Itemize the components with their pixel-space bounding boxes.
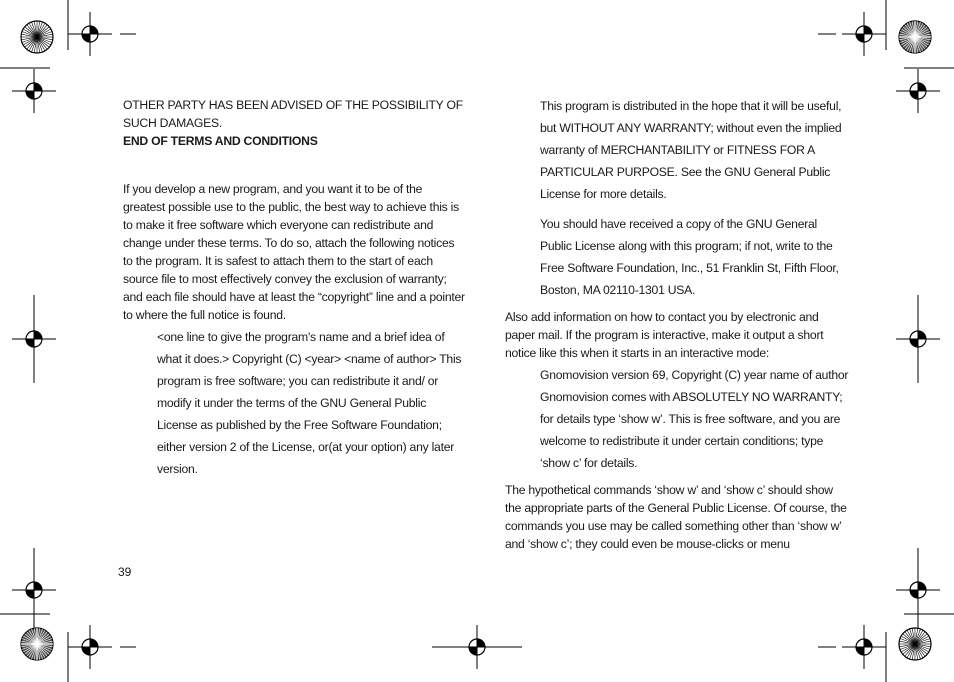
right-column (505, 96, 849, 553)
starburst-target (899, 628, 931, 660)
left-paragraph-2: If you develop a new program, and you want it to be of the greatest possible use to the public, the best way to achieve this is to make it free software which everyone can redistribute and change under these terms. To do so, attach the following notices to the program. It is safest to attach them to the start of each source file to most effectively convey the exclusion of warranty; and each file should have at least the “copyright” line and a pointer to where the full notice is found. (123, 182, 465, 322)
registration-mark (68, 12, 112, 56)
starburst-target (21, 21, 53, 53)
registration-mark (842, 625, 886, 669)
interactive-notice-block: Gnomovision version 69, Copyright (C) year name of author Gnomovision comes with ABSOLUTELY NO WARRANTY; for details type ‘show w’. This is free software, and you are welcome to redistribute it under certain conditions; type ‘show c’ for details. (540, 368, 849, 470)
right-paragraph-contact: Also add information on how to contact you by electronic and paper mail. If the program is interactive, make it output a short notice like this when it starts in an interactive mode: (505, 310, 824, 360)
left-column (123, 96, 465, 480)
page-number: 39 (118, 565, 132, 579)
starburst-target (21, 628, 53, 660)
section-end-heading: END OF TERMS AND CONDITIONS (123, 134, 318, 148)
registration-mark (896, 69, 940, 113)
starburst-target (899, 21, 931, 53)
right-paragraph-commands: The hypothetical commands ‘show w’ and ‘show c’ should show the appropriate parts of the General Public License. Of course, the commands you use may be called something other than ‘show w’ and ‘show c’; they could even be mouse-clicks or menu (505, 483, 847, 551)
registration-mark (842, 12, 886, 56)
notice-template-block: <one line to give the program's name and a brief idea of what it does.> Copyright (C) <year> <name of author> This program is free software; you can redistribute it and/ or modify it under the terms of the GNU General Public License as published by the Free Software Foundation; either version 2 of the License, or(at your option) any later version. (157, 330, 462, 476)
license-copy-block: You should have received a copy of the GNU General Public License along with this program; if not, write to the Free Software Foundation, Inc., 51 Franklin St, Fifth Floor, Boston, MA 02110-1301 USA. (540, 217, 839, 297)
registration-mark (68, 625, 112, 669)
warranty-disclaimer-block: This program is distributed in the hope that it will be useful, but WITHOUT ANY WARRANTY; without even the implied warranty of MERCHANTABILITY or FITNESS FOR A PARTICULAR PURPOSE. See the GNU General Public License for more details. (540, 99, 842, 201)
registration-mark (12, 69, 56, 113)
left-paragraph-1: OTHER PARTY HAS BEEN ADVISED OF THE POSSIBILITY OF SUCH DAMAGES. (123, 98, 463, 130)
